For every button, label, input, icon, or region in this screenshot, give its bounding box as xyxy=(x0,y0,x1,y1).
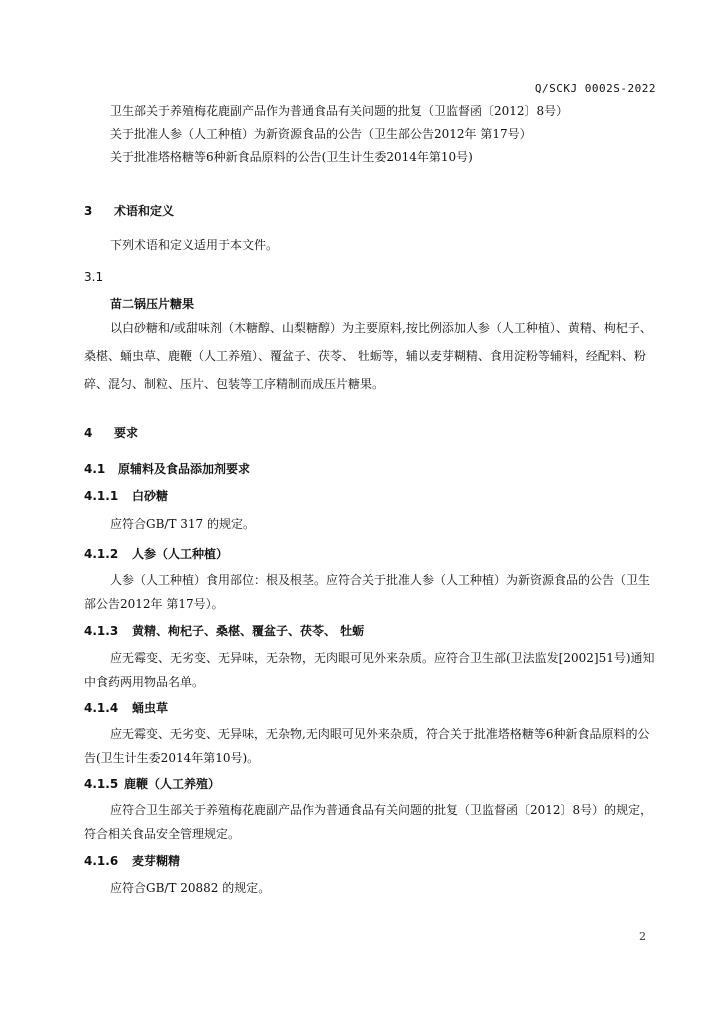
section-title: 术语和定义 xyxy=(114,204,175,218)
section-number: 3 xyxy=(84,204,93,218)
clause-title: 鹿鞭（人工养殖） xyxy=(124,777,221,791)
clause-title: 人参（人工种植） xyxy=(132,547,229,561)
page-number: 2 xyxy=(639,930,646,943)
clause-number: 4.1.2 xyxy=(84,547,119,561)
term-definition: 以白砂糖和/或甜味剂（木糖醇、山梨糖醇）为主要原料,按比例添加人参（人工种植）、黄精、枸杞子、桑椹、蛹虫草、鹿鞭（人工养殖）、覆盆子、茯苓、 牡蛎等，辅以麦芽糊精、食用淀粉等辅料，经配料、粉碎、混匀、制粒、压片、包装等工序精制而成压片糖果。 xyxy=(84,321,652,391)
reference-line: 卫生部关于养殖梅花鹿副产品作为普通食品有关问题的批复（卫监督函〔2012〕8号） xyxy=(110,104,569,118)
clause-heading xyxy=(84,853,180,869)
clause-text: 应符合GB/T 317 的规定。 xyxy=(110,517,255,531)
clause-heading xyxy=(84,546,228,562)
clause-heading xyxy=(84,623,364,639)
clause-text: 应无霉变、无劣变、无异味，无杂物，无肉眼可见外来杂质。应符合卫生部(卫法监发[2002]51号)通知中食药两用物品名单。 xyxy=(84,651,655,689)
subsection-heading xyxy=(84,461,250,477)
clause-text: 人参（人工种植）食用部位：根及根茎。应符合关于批准人参（人工种植）为新资源食品的公告（卫生部公告2012年 第17号）。 xyxy=(84,573,651,611)
clause-text: 应符合GB/T 20882 的规定。 xyxy=(110,881,271,895)
clause-number: 4.1.4 xyxy=(84,701,119,715)
standard-code: Q/SCKJ 0002S-2022 xyxy=(534,82,656,95)
subsection-number: 4.1 xyxy=(84,462,106,476)
clause-text: 应无霉变、无劣变、无异味，无杂物,无肉眼可见外来杂质，符合关于批准塔格糖等6种新食品原料的公告(卫生计生委2014年第10号)。 xyxy=(84,727,650,765)
clause-heading xyxy=(84,700,168,716)
section-number: 4 xyxy=(84,426,93,440)
section-heading xyxy=(84,203,174,219)
clause-title: 蛹虫草 xyxy=(132,701,169,715)
clause-number: 4.1.1 xyxy=(84,489,119,503)
clause-title: 黄精、枸杞子、桑椹、覆盆子、茯苓、 牡蛎 xyxy=(132,624,365,638)
term-title: 苗二锅压片糖果 xyxy=(110,297,195,311)
subsection-number: 3.1 xyxy=(84,270,104,284)
reference-line: 关于批准人参（人工种植）为新资源食品的公告（卫生部公告2012年 第17号） xyxy=(110,127,532,141)
subsection-title: 原辅料及食品添加剂要求 xyxy=(118,462,251,476)
clause-title: 麦芽糊精 xyxy=(132,854,181,868)
clause-text: 应符合卫生部关于养殖梅花鹿副产品作为普通食品有关问题的批复（卫监督函〔2012〕8号）的规定，符合相关食品安全管理规定。 xyxy=(84,803,653,841)
reference-line: 关于批准塔格糖等6种新食品原料的公告(卫生计生委2014年第10号) xyxy=(110,150,473,164)
section-heading xyxy=(84,425,138,441)
section-title: 要求 xyxy=(114,426,139,440)
clause-number: 4.1.5 xyxy=(84,777,119,791)
clause-heading xyxy=(84,488,168,504)
clause-number: 4.1.6 xyxy=(84,854,119,868)
clause-title: 白砂糖 xyxy=(132,489,169,503)
clause-number: 4.1.3 xyxy=(84,624,119,638)
section-intro: 下列术语和定义适用于本文件。 xyxy=(110,238,279,252)
clause-heading xyxy=(84,776,220,792)
